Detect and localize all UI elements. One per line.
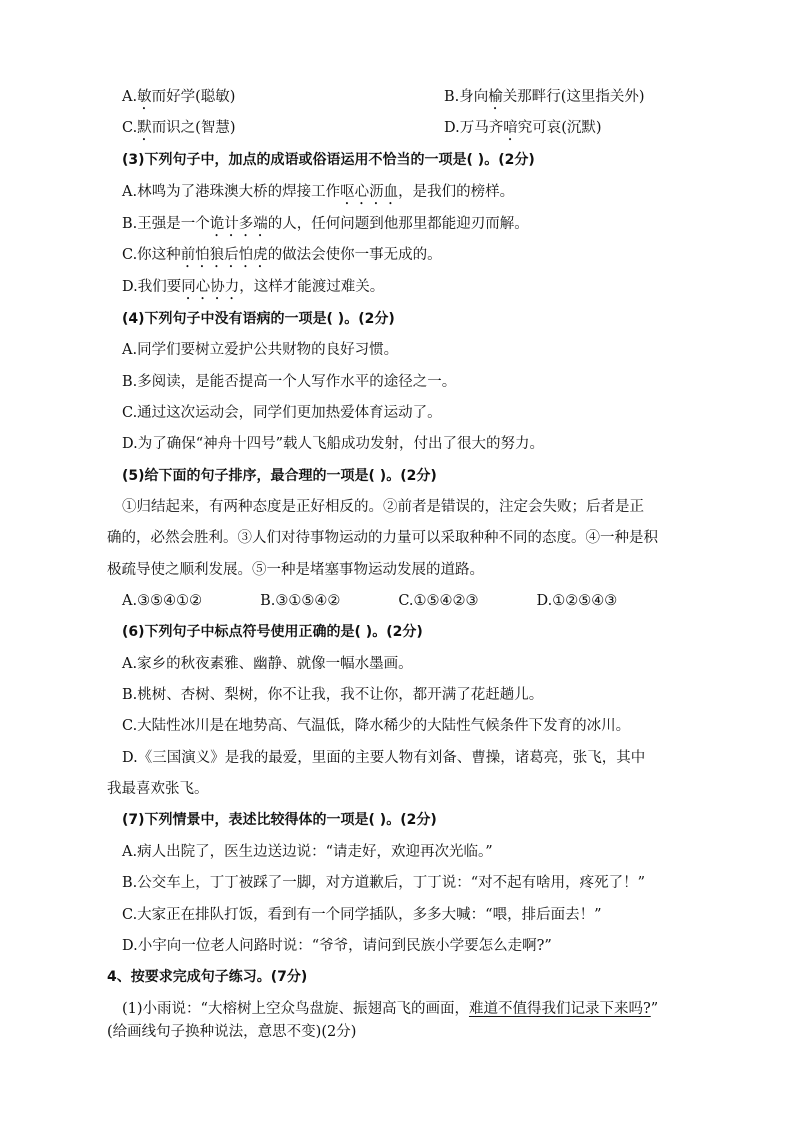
question-6-option-a: A.家乡的秋夜素雅、幽静、就像一幅水墨画。 <box>122 656 413 672</box>
option-row-ab <box>122 87 645 113</box>
option-c: C.默而识之(智慧) <box>122 120 236 136</box>
question-7-title: (7)下列情景中，表述比较得体的一项是( )。(2分) <box>122 812 437 828</box>
question-6-option-c: C.大陆性冰川是在地势高、气温低，降水稀少的大陆性气候条件下发育的冰川。 <box>122 718 631 734</box>
section-4-item-1: (1)小雨说：“大榕树上空众鸟盘旋、振翅高飞的画面，难道不值得我们记录下来吗?” <box>122 1001 659 1017</box>
option-a: A.敏而好学(聪敏) <box>122 89 236 105</box>
question-5-option: D.①②⑤④③ <box>536 593 618 609</box>
question-4-option-a: A.同学们要树立爱护公共财物的良好习惯。 <box>122 342 399 358</box>
question-6-option-b: B.桃树、杏树、梨树，你不让我，我不让你，都开满了花赶趟儿。 <box>122 687 544 703</box>
question-6-option-d-line-1: D.《三国演义》是我的最爱，里面的主要人物有刘备、曹操，诸葛亮，张飞，其中 <box>122 750 646 766</box>
question-7-option-d: D.小宇向一位老人问路时说：“爷爷，请问到民族小学要怎么走啊?” <box>122 938 552 954</box>
question-5-option: A.③⑤④①② <box>122 593 203 609</box>
option-row-cd <box>122 118 602 144</box>
option-b: B.身向榆关那畔行(这里指关外) <box>444 89 645 105</box>
question-3-option-c: C.你这种前怕狼后怕虎的做法会使你一事无成的。 <box>122 247 442 263</box>
question-5-option: C.①⑤④②③ <box>398 593 479 609</box>
question-5-options <box>122 591 675 611</box>
question-7-option-c: C.大家正在排队打饭，看到有一个同学插队，多多大喊：“喂，排后面去！” <box>122 907 602 923</box>
question-4-title: (4)下列句子中没有语病的一项是( )。(2分) <box>122 311 395 327</box>
question-4-option-d: D.为了确保“神舟十四号”载人飞船成功发射，付出了很大的努力。 <box>122 436 545 452</box>
question-5-passage-line-3: 极疏导使之顺利发展。⑤一种是堵塞事物运动发展的道路。 <box>107 562 484 578</box>
question-5-passage-line-1: ①归结起来，有两种态度是正好相反的。②前者是错误的，注定会失败；后者是正 <box>122 499 644 515</box>
question-4-option-b: B.多阅读，是能否提高一个人写作水平的途径之一。 <box>122 374 457 390</box>
section-4-item-1-instruction: (给画线句子换种说法，意思不变)(2分) <box>107 1024 357 1040</box>
question-6-option-d-line-2: 我最喜欢张飞。 <box>107 781 209 797</box>
underlined-sentence: 难道不值得我们记录下来吗? <box>468 1001 651 1017</box>
question-6-title: (6)下列句子中标点符号使用正确的是( )。(2分) <box>122 624 423 640</box>
question-5-passage-line-2: 确的，必然会胜利。③人们对待事物运动的力量可以采取种种不同的态度。④一种是积 <box>107 530 658 546</box>
question-4-option-c: C.通过这次运动会，同学们更加热爱体育运动了。 <box>122 405 442 421</box>
question-3-option-b: B.王强是一个诡计多端的人，任何问题到他那里都能迎刃而解。 <box>122 216 529 232</box>
question-3-title: (3)下列句子中，加点的成语或俗语运用不恰当的一项是( )。(2分) <box>122 152 535 168</box>
option-d: D.万马齐喑究可哀(沉默) <box>444 120 602 136</box>
section-4-title: 4、按要求完成句子练习。(7分) <box>107 969 308 985</box>
question-3-option-d: D.我们要同心协力，这样才能渡过难关。 <box>122 279 385 295</box>
question-5-option: B.③①⑤④② <box>260 593 341 609</box>
question-7-option-a: A.病人出院了，医生边送边说：“请走好，欢迎再次光临。” <box>122 844 493 860</box>
question-5-title: (5)给下面的句子排序，最合理的一项是( )。(2分) <box>122 468 437 484</box>
question-3-option-a: A.林鸣为了港珠澳大桥的焊接工作呕心沥血，是我们的榜样。 <box>122 184 515 200</box>
question-7-option-b: B.公交车上，丁丁被踩了一脚，对方道歉后，丁丁说：“对不起有啥用，疼死了！” <box>122 875 646 891</box>
